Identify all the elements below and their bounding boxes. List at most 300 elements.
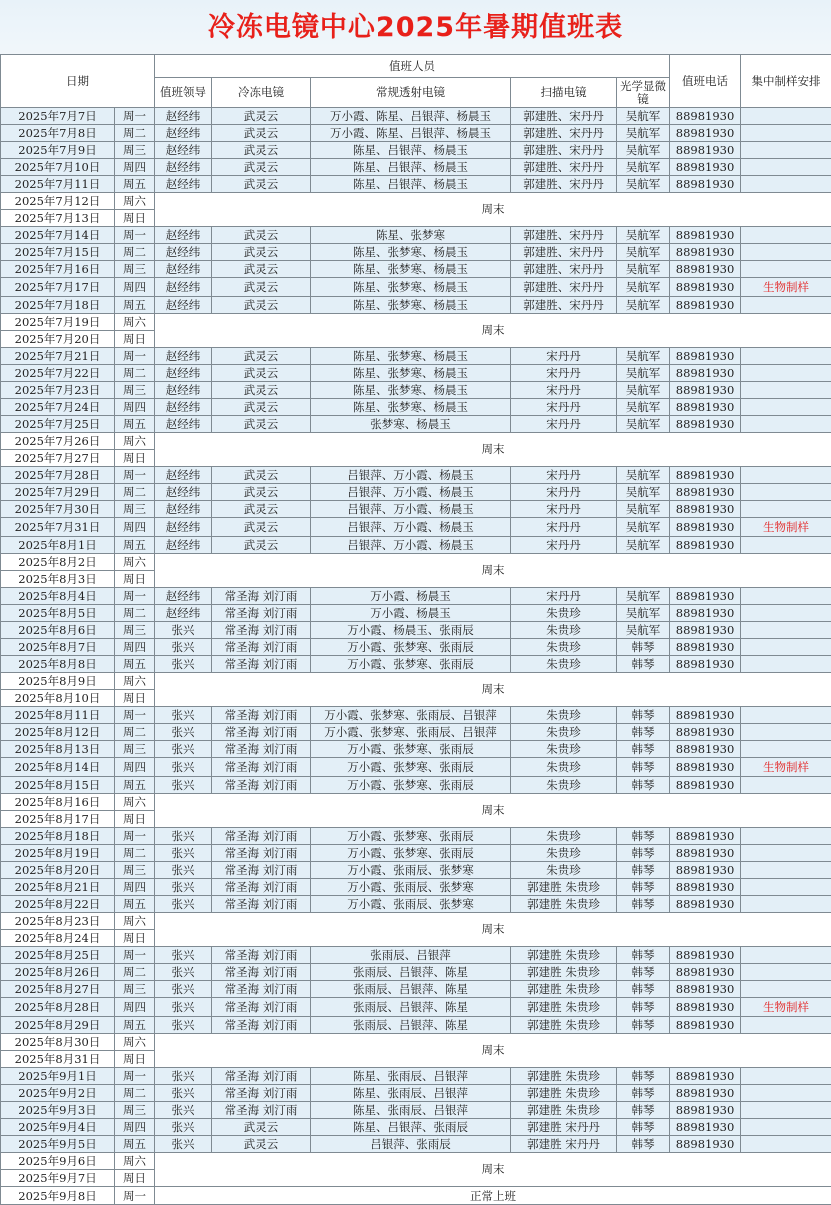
sem-cell: 郭建胜、宋丹丹 bbox=[511, 227, 617, 244]
weekend-label: 周末 bbox=[155, 913, 831, 947]
sample-prep-cell bbox=[741, 724, 831, 741]
sample-prep-cell: 生物制样 bbox=[741, 758, 831, 777]
sample-prep-cell bbox=[741, 862, 831, 879]
schedule-row bbox=[1, 125, 831, 142]
weekday-cell: 周六 bbox=[115, 1034, 155, 1051]
tem-cell: 万小霞、张梦寒、张雨辰 bbox=[311, 639, 511, 656]
sem-cell: 郭建胜 朱贵珍 bbox=[511, 1102, 617, 1119]
leader-cell: 赵经纬 bbox=[155, 278, 212, 297]
schedule-row bbox=[1, 416, 831, 433]
sem-cell: 郭建胜 宋丹丹 bbox=[511, 1119, 617, 1136]
leader-cell: 张兴 bbox=[155, 777, 212, 794]
tem-cell: 万小霞、杨晨玉 bbox=[311, 588, 511, 605]
optical-cell: 韩琴 bbox=[617, 1017, 670, 1034]
schedule-row bbox=[1, 176, 831, 193]
tem-cell: 陈星、张梦寒、杨晨玉 bbox=[311, 278, 511, 297]
date-cell: 2025年7月29日 bbox=[1, 484, 115, 501]
optical-cell: 吴航军 bbox=[617, 605, 670, 622]
phone-cell: 88981930 bbox=[670, 1136, 741, 1153]
cryo-em-cell: 常圣海 刘汀雨 bbox=[212, 947, 311, 964]
weekend-row bbox=[1, 314, 831, 331]
optical-cell: 韩琴 bbox=[617, 998, 670, 1017]
weekend-row bbox=[1, 1153, 831, 1170]
leader-cell: 张兴 bbox=[155, 964, 212, 981]
schedule-row bbox=[1, 1102, 831, 1119]
cryo-em-cell: 常圣海 刘汀雨 bbox=[212, 896, 311, 913]
cryo-em-cell: 武灵云 bbox=[212, 518, 311, 537]
tem-cell: 吕银萍、万小霞、杨晨玉 bbox=[311, 484, 511, 501]
date-cell: 2025年7月13日 bbox=[1, 210, 115, 227]
tem-cell: 万小霞、陈星、吕银萍、杨晨玉 bbox=[311, 125, 511, 142]
leader-cell: 张兴 bbox=[155, 1085, 212, 1102]
weekday-cell: 周日 bbox=[115, 331, 155, 348]
date-cell: 2025年7月24日 bbox=[1, 399, 115, 416]
weekday-cell: 周六 bbox=[115, 673, 155, 690]
date-cell: 2025年8月31日 bbox=[1, 1051, 115, 1068]
weekday-cell: 周四 bbox=[115, 639, 155, 656]
date-cell: 2025年7月16日 bbox=[1, 261, 115, 278]
weekday-cell: 周一 bbox=[115, 1068, 155, 1085]
leader-cell: 张兴 bbox=[155, 758, 212, 777]
date-cell: 2025年7月31日 bbox=[1, 518, 115, 537]
tem-cell: 万小霞、杨晨玉、张雨辰 bbox=[311, 622, 511, 639]
sample-prep-cell bbox=[741, 981, 831, 998]
sem-cell: 朱贵珍 bbox=[511, 777, 617, 794]
weekday-cell: 周三 bbox=[115, 501, 155, 518]
date-cell: 2025年9月8日 bbox=[1, 1187, 115, 1205]
schedule-row bbox=[1, 159, 831, 176]
optical-cell: 韩琴 bbox=[617, 1119, 670, 1136]
cryo-em-cell: 常圣海 刘汀雨 bbox=[212, 622, 311, 639]
sem-cell: 朱贵珍 bbox=[511, 622, 617, 639]
leader-cell: 赵经纬 bbox=[155, 588, 212, 605]
sem-cell: 郭建胜、宋丹丹 bbox=[511, 159, 617, 176]
cryo-em-cell: 常圣海 刘汀雨 bbox=[212, 1068, 311, 1085]
weekday-cell: 周五 bbox=[115, 176, 155, 193]
phone-cell: 88981930 bbox=[670, 399, 741, 416]
schedule-row bbox=[1, 707, 831, 724]
optical-cell: 吴航军 bbox=[617, 159, 670, 176]
weekday-cell: 周三 bbox=[115, 261, 155, 278]
weekend-label: 周末 bbox=[155, 554, 831, 588]
schedule-body bbox=[1, 108, 831, 1205]
tem-cell: 陈星、张梦寒、杨晨玉 bbox=[311, 365, 511, 382]
weekday-cell: 周二 bbox=[115, 964, 155, 981]
phone-cell: 88981930 bbox=[670, 777, 741, 794]
sem-cell: 宋丹丹 bbox=[511, 348, 617, 365]
schedule-row bbox=[1, 1068, 831, 1085]
weekday-cell: 周日 bbox=[115, 571, 155, 588]
weekday-cell: 周四 bbox=[115, 518, 155, 537]
sample-prep-cell bbox=[741, 1102, 831, 1119]
optical-cell: 韩琴 bbox=[617, 1102, 670, 1119]
sample-prep-cell bbox=[741, 297, 831, 314]
optical-cell: 韩琴 bbox=[617, 656, 670, 673]
weekday-cell: 周一 bbox=[115, 108, 155, 125]
tem-cell: 陈星、吕银萍、杨晨玉 bbox=[311, 142, 511, 159]
phone-cell: 88981930 bbox=[670, 998, 741, 1017]
leader-cell: 张兴 bbox=[155, 896, 212, 913]
date-cell: 2025年7月25日 bbox=[1, 416, 115, 433]
optical-cell: 韩琴 bbox=[617, 707, 670, 724]
tem-cell: 万小霞、张梦寒、张雨辰 bbox=[311, 656, 511, 673]
weekday-cell: 周三 bbox=[115, 981, 155, 998]
tem-cell: 陈星、张雨辰、吕银萍 bbox=[311, 1085, 511, 1102]
sample-prep-cell bbox=[741, 707, 831, 724]
sample-prep-cell bbox=[741, 1136, 831, 1153]
schedule-row bbox=[1, 758, 831, 777]
weekday-cell: 周四 bbox=[115, 159, 155, 176]
phone-cell: 88981930 bbox=[670, 348, 741, 365]
leader-cell: 赵经纬 bbox=[155, 537, 212, 554]
sample-prep-cell: 生物制样 bbox=[741, 998, 831, 1017]
weekday-cell: 周三 bbox=[115, 382, 155, 399]
sample-prep-cell bbox=[741, 879, 831, 896]
weekday-cell: 周日 bbox=[115, 210, 155, 227]
weekday-cell: 周六 bbox=[115, 554, 155, 571]
phone-cell: 88981930 bbox=[670, 108, 741, 125]
optical-cell: 韩琴 bbox=[617, 1085, 670, 1102]
schedule-row bbox=[1, 142, 831, 159]
tem-cell: 陈星、吕银萍、杨晨玉 bbox=[311, 159, 511, 176]
phone-cell: 88981930 bbox=[670, 605, 741, 622]
phone-cell: 88981930 bbox=[670, 707, 741, 724]
sem-cell: 朱贵珍 bbox=[511, 707, 617, 724]
optical-cell: 韩琴 bbox=[617, 879, 670, 896]
weekday-cell: 周五 bbox=[115, 896, 155, 913]
cryo-em-cell: 常圣海 刘汀雨 bbox=[212, 656, 311, 673]
weekday-cell: 周二 bbox=[115, 244, 155, 261]
leader-cell: 张兴 bbox=[155, 1136, 212, 1153]
tem-cell: 万小霞、张梦寒、张雨辰、吕银萍 bbox=[311, 724, 511, 741]
weekend-label: 周末 bbox=[155, 433, 831, 467]
schedule-row bbox=[1, 227, 831, 244]
cryo-em-cell: 武灵云 bbox=[212, 348, 311, 365]
cryo-em-cell: 常圣海 刘汀雨 bbox=[212, 724, 311, 741]
cryo-em-cell: 常圣海 刘汀雨 bbox=[212, 998, 311, 1017]
leader-cell: 赵经纬 bbox=[155, 605, 212, 622]
schedule-row bbox=[1, 278, 831, 297]
phone-cell: 88981930 bbox=[670, 1017, 741, 1034]
schedule-row bbox=[1, 537, 831, 554]
optical-cell: 吴航军 bbox=[617, 622, 670, 639]
phone-cell: 88981930 bbox=[670, 845, 741, 862]
leader-cell: 张兴 bbox=[155, 1068, 212, 1085]
cryo-em-cell: 武灵云 bbox=[212, 416, 311, 433]
leader-cell: 赵经纬 bbox=[155, 399, 212, 416]
optical-cell: 韩琴 bbox=[617, 828, 670, 845]
weekend-label: 周末 bbox=[155, 794, 831, 828]
cryo-em-cell: 武灵云 bbox=[212, 227, 311, 244]
sem-cell: 朱贵珍 bbox=[511, 845, 617, 862]
schedule-row bbox=[1, 879, 831, 896]
phone-cell: 88981930 bbox=[670, 724, 741, 741]
leader-cell: 张兴 bbox=[155, 656, 212, 673]
sample-prep-cell bbox=[741, 1017, 831, 1034]
leader-cell: 赵经纬 bbox=[155, 108, 212, 125]
schedule-row bbox=[1, 1119, 831, 1136]
weekend-row bbox=[1, 913, 831, 930]
optical-cell: 吴航军 bbox=[617, 501, 670, 518]
schedule-row bbox=[1, 777, 831, 794]
tem-cell: 张雨辰、吕银萍、陈星 bbox=[311, 1017, 511, 1034]
schedule-row bbox=[1, 862, 831, 879]
weekday-cell: 周一 bbox=[115, 467, 155, 484]
sem-cell: 郭建胜 朱贵珍 bbox=[511, 1017, 617, 1034]
leader-cell: 赵经纬 bbox=[155, 365, 212, 382]
weekday-cell: 周三 bbox=[115, 1102, 155, 1119]
weekday-cell: 周一 bbox=[115, 947, 155, 964]
sem-cell: 朱贵珍 bbox=[511, 724, 617, 741]
schedule-row bbox=[1, 484, 831, 501]
date-cell: 2025年8月2日 bbox=[1, 554, 115, 571]
sample-prep-cell bbox=[741, 828, 831, 845]
sample-prep-cell bbox=[741, 108, 831, 125]
date-cell: 2025年7月17日 bbox=[1, 278, 115, 297]
sem-cell: 朱贵珍 bbox=[511, 828, 617, 845]
sem-cell: 郭建胜、宋丹丹 bbox=[511, 108, 617, 125]
phone-cell: 88981930 bbox=[670, 656, 741, 673]
header-sem: 扫描电镜 bbox=[511, 78, 617, 108]
date-cell: 2025年7月23日 bbox=[1, 382, 115, 399]
optical-cell: 韩琴 bbox=[617, 758, 670, 777]
cryo-em-cell: 武灵云 bbox=[212, 297, 311, 314]
cryo-em-cell: 武灵云 bbox=[212, 365, 311, 382]
weekday-cell: 周五 bbox=[115, 416, 155, 433]
phone-cell: 88981930 bbox=[670, 947, 741, 964]
sem-cell: 宋丹丹 bbox=[511, 537, 617, 554]
schedule-row bbox=[1, 1085, 831, 1102]
weekday-cell: 周五 bbox=[115, 1136, 155, 1153]
tem-cell: 万小霞、张梦寒、张雨辰 bbox=[311, 845, 511, 862]
date-cell: 2025年7月26日 bbox=[1, 433, 115, 450]
leader-cell: 张兴 bbox=[155, 724, 212, 741]
schedule-row bbox=[1, 845, 831, 862]
phone-cell: 88981930 bbox=[670, 537, 741, 554]
sem-cell: 宋丹丹 bbox=[511, 588, 617, 605]
phone-cell: 88981930 bbox=[670, 416, 741, 433]
tem-cell: 陈星、吕银萍、张雨辰 bbox=[311, 1119, 511, 1136]
weekday-cell: 周五 bbox=[115, 777, 155, 794]
header-phone: 值班电话 bbox=[670, 55, 741, 108]
phone-cell: 88981930 bbox=[670, 159, 741, 176]
phone-cell: 88981930 bbox=[670, 125, 741, 142]
leader-cell: 赵经纬 bbox=[155, 518, 212, 537]
schedule-row bbox=[1, 518, 831, 537]
weekday-cell: 周一 bbox=[115, 828, 155, 845]
tem-cell: 张梦寒、杨晨玉 bbox=[311, 416, 511, 433]
sample-prep-cell bbox=[741, 656, 831, 673]
weekday-cell: 周四 bbox=[115, 998, 155, 1017]
tem-cell: 万小霞、张梦寒、张雨辰 bbox=[311, 741, 511, 758]
optical-cell: 韩琴 bbox=[617, 1068, 670, 1085]
weekday-cell: 周五 bbox=[115, 656, 155, 673]
schedule-row bbox=[1, 639, 831, 656]
tem-cell: 吕银萍、万小霞、杨晨玉 bbox=[311, 518, 511, 537]
cryo-em-cell: 常圣海 刘汀雨 bbox=[212, 1017, 311, 1034]
weekday-cell: 周四 bbox=[115, 278, 155, 297]
date-cell: 2025年8月15日 bbox=[1, 777, 115, 794]
cryo-em-cell: 武灵云 bbox=[212, 467, 311, 484]
weekday-cell: 周日 bbox=[115, 690, 155, 707]
sem-cell: 朱贵珍 bbox=[511, 741, 617, 758]
cryo-em-cell: 常圣海 刘汀雨 bbox=[212, 828, 311, 845]
sem-cell: 郭建胜 朱贵珍 bbox=[511, 998, 617, 1017]
date-cell: 2025年7月21日 bbox=[1, 348, 115, 365]
date-cell: 2025年8月29日 bbox=[1, 1017, 115, 1034]
tem-cell: 万小霞、张梦寒、张雨辰 bbox=[311, 777, 511, 794]
schedule-row bbox=[1, 588, 831, 605]
cryo-em-cell: 武灵云 bbox=[212, 537, 311, 554]
date-cell: 2025年7月20日 bbox=[1, 331, 115, 348]
weekday-cell: 周日 bbox=[115, 930, 155, 947]
date-cell: 2025年8月17日 bbox=[1, 811, 115, 828]
weekday-cell: 周四 bbox=[115, 399, 155, 416]
duty-schedule-table bbox=[0, 54, 831, 1205]
sample-prep-cell bbox=[741, 1068, 831, 1085]
phone-cell: 88981930 bbox=[670, 501, 741, 518]
optical-cell: 韩琴 bbox=[617, 964, 670, 981]
tem-cell: 张雨辰、吕银萍、陈星 bbox=[311, 998, 511, 1017]
weekday-cell: 周五 bbox=[115, 1017, 155, 1034]
weekend-label: 周末 bbox=[155, 193, 831, 227]
tem-cell: 张雨辰、吕银萍、陈星 bbox=[311, 981, 511, 998]
cryo-em-cell: 常圣海 刘汀雨 bbox=[212, 707, 311, 724]
tem-cell: 万小霞、杨晨玉 bbox=[311, 605, 511, 622]
date-cell: 2025年8月14日 bbox=[1, 758, 115, 777]
date-cell: 2025年8月11日 bbox=[1, 707, 115, 724]
header-leader: 值班领导 bbox=[155, 78, 212, 108]
weekday-cell: 周日 bbox=[115, 1051, 155, 1068]
sample-prep-cell bbox=[741, 622, 831, 639]
weekend-label: 周末 bbox=[155, 1034, 831, 1068]
sample-prep-cell bbox=[741, 365, 831, 382]
phone-cell: 88981930 bbox=[670, 518, 741, 537]
phone-cell: 88981930 bbox=[670, 588, 741, 605]
tem-cell: 陈星、吕银萍、杨晨玉 bbox=[311, 176, 511, 193]
phone-cell: 88981930 bbox=[670, 297, 741, 314]
sample-prep-cell bbox=[741, 142, 831, 159]
sem-cell: 朱贵珍 bbox=[511, 656, 617, 673]
sem-cell: 宋丹丹 bbox=[511, 484, 617, 501]
date-cell: 2025年7月11日 bbox=[1, 176, 115, 193]
schedule-row bbox=[1, 348, 831, 365]
optical-cell: 吴航军 bbox=[617, 588, 670, 605]
weekday-cell: 周三 bbox=[115, 622, 155, 639]
optical-cell: 吴航军 bbox=[617, 297, 670, 314]
schedule-row bbox=[1, 297, 831, 314]
weekday-cell: 周四 bbox=[115, 758, 155, 777]
phone-cell: 88981930 bbox=[670, 964, 741, 981]
cryo-em-cell: 武灵云 bbox=[212, 1119, 311, 1136]
schedule-row bbox=[1, 964, 831, 981]
cryo-em-cell: 武灵云 bbox=[212, 1136, 311, 1153]
leader-cell: 赵经纬 bbox=[155, 348, 212, 365]
tem-cell: 万小霞、张雨辰、张梦寒 bbox=[311, 896, 511, 913]
leader-cell: 张兴 bbox=[155, 741, 212, 758]
cryo-em-cell: 常圣海 刘汀雨 bbox=[212, 588, 311, 605]
sample-prep-cell bbox=[741, 261, 831, 278]
cryo-em-cell: 常圣海 刘汀雨 bbox=[212, 1102, 311, 1119]
weekday-cell: 周三 bbox=[115, 741, 155, 758]
cryo-em-cell: 常圣海 刘汀雨 bbox=[212, 879, 311, 896]
phone-cell: 88981930 bbox=[670, 365, 741, 382]
date-cell: 2025年7月7日 bbox=[1, 108, 115, 125]
optical-cell: 吴航军 bbox=[617, 108, 670, 125]
weekend-label: 周末 bbox=[155, 1153, 831, 1187]
sem-cell: 郭建胜、宋丹丹 bbox=[511, 176, 617, 193]
date-cell: 2025年8月16日 bbox=[1, 794, 115, 811]
date-cell: 2025年8月26日 bbox=[1, 964, 115, 981]
sem-cell: 郭建胜 朱贵珍 bbox=[511, 947, 617, 964]
leader-cell: 张兴 bbox=[155, 879, 212, 896]
leader-cell: 张兴 bbox=[155, 862, 212, 879]
leader-cell: 张兴 bbox=[155, 707, 212, 724]
optical-cell: 韩琴 bbox=[617, 947, 670, 964]
sem-cell: 朱贵珍 bbox=[511, 639, 617, 656]
cryo-em-cell: 武灵云 bbox=[212, 142, 311, 159]
schedule-row bbox=[1, 1017, 831, 1034]
sem-cell: 宋丹丹 bbox=[511, 467, 617, 484]
sem-cell: 宋丹丹 bbox=[511, 501, 617, 518]
date-cell: 2025年8月30日 bbox=[1, 1034, 115, 1051]
phone-cell: 88981930 bbox=[670, 261, 741, 278]
sample-prep-cell: 生物制样 bbox=[741, 278, 831, 297]
tem-cell: 陈星、张梦寒、杨晨玉 bbox=[311, 348, 511, 365]
phone-cell: 88981930 bbox=[670, 758, 741, 777]
weekend-row bbox=[1, 554, 831, 571]
optical-cell: 吴航军 bbox=[617, 348, 670, 365]
leader-cell: 张兴 bbox=[155, 622, 212, 639]
sem-cell: 宋丹丹 bbox=[511, 399, 617, 416]
optical-cell: 韩琴 bbox=[617, 845, 670, 862]
date-cell: 2025年7月22日 bbox=[1, 365, 115, 382]
optical-cell: 吴航军 bbox=[617, 365, 670, 382]
date-cell: 2025年8月13日 bbox=[1, 741, 115, 758]
sem-cell: 郭建胜 朱贵珍 bbox=[511, 896, 617, 913]
tem-cell: 陈星、张梦寒、杨晨玉 bbox=[311, 297, 511, 314]
sem-cell: 朱贵珍 bbox=[511, 605, 617, 622]
leader-cell: 赵经纬 bbox=[155, 227, 212, 244]
optical-cell: 吴航军 bbox=[617, 176, 670, 193]
schedule-row bbox=[1, 947, 831, 964]
weekend-row bbox=[1, 193, 831, 210]
weekday-cell: 周六 bbox=[115, 913, 155, 930]
sample-prep-cell bbox=[741, 125, 831, 142]
sem-cell: 郭建胜、宋丹丹 bbox=[511, 244, 617, 261]
optical-cell: 吴航军 bbox=[617, 244, 670, 261]
cryo-em-cell: 武灵云 bbox=[212, 382, 311, 399]
page-title: 冷冻电镜中心2025年暑期值班表 bbox=[0, 8, 831, 48]
date-cell: 2025年7月19日 bbox=[1, 314, 115, 331]
tem-cell: 张雨辰、吕银萍 bbox=[311, 947, 511, 964]
header-tem: 常规透射电镜 bbox=[311, 78, 511, 108]
weekday-cell: 周六 bbox=[115, 1153, 155, 1170]
phone-cell: 88981930 bbox=[670, 622, 741, 639]
phone-cell: 88981930 bbox=[670, 828, 741, 845]
leader-cell: 赵经纬 bbox=[155, 467, 212, 484]
sample-prep-cell bbox=[741, 845, 831, 862]
tem-cell: 吕银萍、万小霞、杨晨玉 bbox=[311, 501, 511, 518]
date-cell: 2025年7月9日 bbox=[1, 142, 115, 159]
date-cell: 2025年8月10日 bbox=[1, 690, 115, 707]
phone-cell: 88981930 bbox=[670, 467, 741, 484]
leader-cell: 赵经纬 bbox=[155, 125, 212, 142]
sample-prep-cell bbox=[741, 777, 831, 794]
cryo-em-cell: 武灵云 bbox=[212, 484, 311, 501]
sem-cell: 宋丹丹 bbox=[511, 382, 617, 399]
weekday-cell: 周一 bbox=[115, 227, 155, 244]
